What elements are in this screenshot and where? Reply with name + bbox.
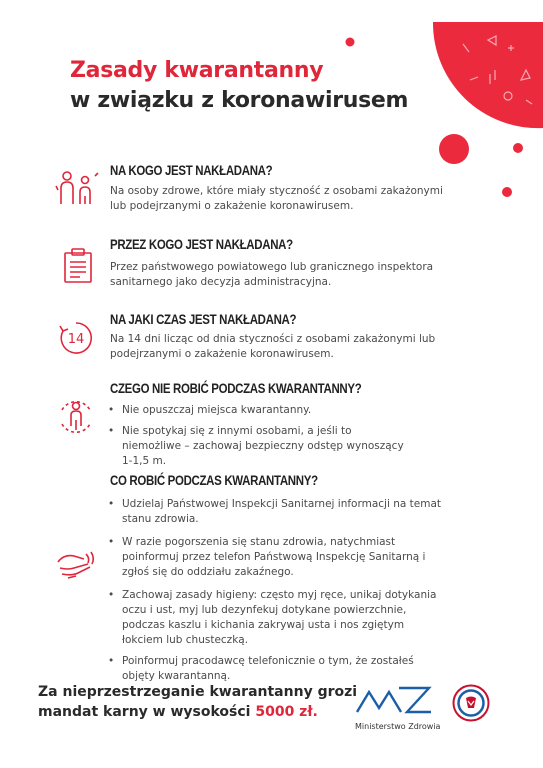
distance-person-icon (56, 396, 96, 436)
section-5-bullet: • Udzielaj Państwowej Inspekcji Sanitarnej informacji na temat stanu zdrowia. (108, 497, 446, 527)
ministry-mz-mark-icon (355, 684, 433, 716)
fourteen-days-label: 14 (67, 332, 85, 347)
sanitary-inspection-seal (452, 684, 490, 726)
people-icon (55, 168, 99, 206)
penalty-amount: 5000 zł. (255, 704, 318, 720)
section-4-list (108, 403, 408, 469)
ministry-name: Ministerstwo Zdrowia (355, 722, 441, 731)
title-line-2: w związku z koronawirusem (70, 88, 409, 113)
penalty-notice (38, 682, 357, 722)
document-icon (62, 248, 94, 284)
penalty-line-2: mandat karny w wysokości 5000 zł. (38, 704, 318, 720)
title-line-1: Zasady kwarantanny (70, 58, 324, 83)
section-2-heading: PRZEZ KOGO JEST NAKŁADANA? (110, 236, 293, 252)
ministry-logo (355, 684, 445, 731)
section-4-bullet: • Nie opuszczaj miejsca kwarantanny. (108, 403, 408, 418)
section-4-bullet: • Nie spotykaj się z innymi osobami, a jeśli to niemożliwe – zachowaj bezpieczny odstęp wynoszący 1-1,5 m. (108, 424, 408, 469)
fourteen-days-icon (58, 320, 94, 356)
section-5-bullet: • Poinformuj pracodawcę telefonicznie o tym, że zostałeś objęty kwarantanną. (108, 654, 446, 684)
section-5-bullet: • W razie pogorszenia się stanu zdrowia, natychmiast poinformuj przez telefon Państwową Inspekcję Sanitarną i zgłoś się do oddziału zakaźnego. (108, 535, 446, 580)
section-1-text: Na osoby zdrowe, które miały styczność z osobami zakażonymi lub podejrzanymi o zakażenie koronawirusem. (110, 185, 443, 212)
section-2-text: Przez państwowego powiatowego lub granicznego inspektora sanitarnego jako decyzja administracyjna. (110, 261, 434, 288)
section-4-heading: CZEGO NIE ROBIĆ PODCZAS KWARANTANNY? (110, 380, 362, 396)
section-5-bullet: • Zachowaj zasady higieny: często myj ręce, unikaj dotykania oczu i ust, myj lub dezynfekuj dotykane powierzchnie, podczas kaszlu i kichania zakrywaj usta i nos zgiętym łokciem lub chusteczką. (108, 588, 446, 648)
section-3-text: Na 14 dni licząc od dnia styczności z osobami zakażonymi lub podejrzanymi o zakażenie koronawirusem. (110, 333, 436, 360)
penalty-line-1: Za nieprzestrzeganie kwarantanny grozi (38, 684, 358, 700)
section-3-heading: NA JAKI CZAS JEST NAKŁADANA? (110, 311, 297, 327)
section-5-list (108, 497, 446, 684)
section-5-heading: CO ROBIĆ PODCZAS KWARANTANNY? (110, 472, 318, 488)
hand-washing-icon (56, 548, 96, 580)
section-1-heading: NA KOGO JEST NAKŁADANA? (110, 162, 273, 178)
